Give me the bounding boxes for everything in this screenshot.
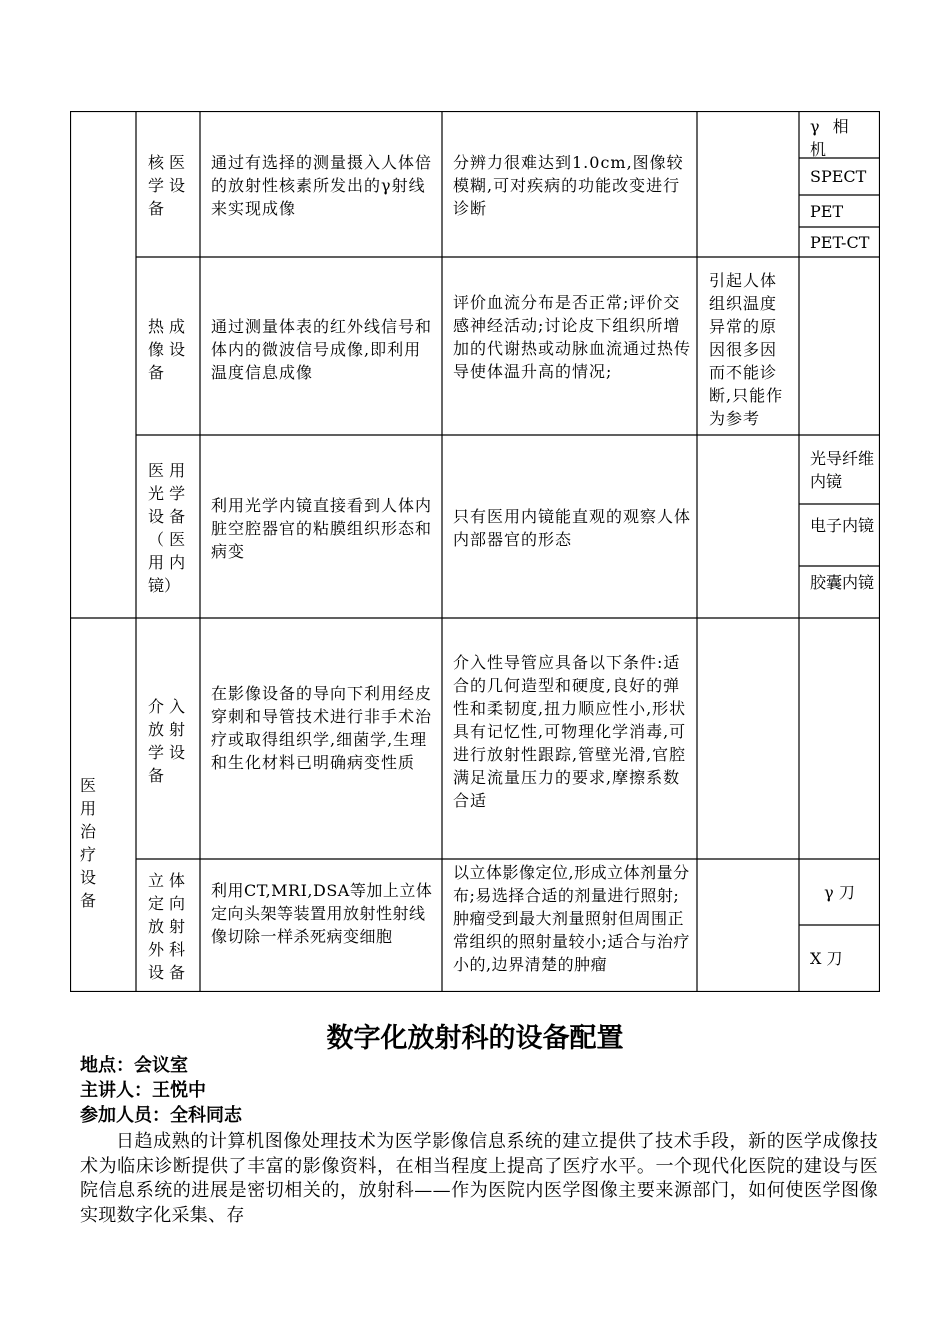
principle-interventional: 在影像设备的导向下利用经皮穿刺和导管技术进行非手术治疗或取得组织学,细菌学,生理和生化材料已明确病变性质 xyxy=(211,684,433,772)
device-name-optical-line: 医 用 xyxy=(148,461,186,480)
principle-thermal: 通过测量体表的红外线信号和体内的微波信号成像,即利用温度信息成像 xyxy=(211,317,433,382)
device-table xyxy=(70,111,880,992)
article-body: 日趋成熟的计算机图像处理技术为医学影像信息系统的建立提供了技术手段，新的医学成像技术为临床诊断提供了丰富的影像资料，在相当程度上提高了医疗水平。一个现代化医院的建设与医院信息系统的进展是密切相关的，放射科——作为医院内医学图像主要来源部门，如何使医学图像实现数字化采集、存 xyxy=(80,1131,878,1226)
type-gamma-knife: γ 刀 xyxy=(824,882,855,902)
device-name-stereotactic: 立体定向放射外科设备 xyxy=(148,871,191,982)
article-location: 地点：会议室 xyxy=(80,1055,188,1076)
type-pet: PET xyxy=(810,201,844,221)
type-capsule-endoscope: 胶囊内镜 xyxy=(810,573,875,592)
limit-thermal: 引起人体组织温度异常的原因很多因而不能诊断,只能作为参考 xyxy=(709,271,784,428)
device-name-optical-line: （ 医 xyxy=(148,530,186,549)
type-electronic-endoscope: 电子内镜 xyxy=(810,516,875,535)
type-fiber-endoscope: 光导纤维内镜 xyxy=(810,449,875,491)
article-speaker: 主讲人：王悦中 xyxy=(80,1080,206,1101)
device-name-nuclear: 核医学设备 xyxy=(148,153,191,218)
principle-optical: 利用光学内镜直接看到人体内脏空腔器官的粘膜组织形态和病变 xyxy=(211,496,433,561)
device-name-thermal: 热成像设备 xyxy=(148,317,191,382)
device-name-optical xyxy=(148,459,198,597)
type-gamma-camera: γ 相机 xyxy=(810,117,853,159)
device-name-optical-line: 设 备 xyxy=(148,507,186,526)
principle-stereotactic: 利用CT,MRI,DSA等加上立体定向头架等装置用放射性射线像切除一样杀死病变细胞 xyxy=(211,881,433,946)
article-participants: 参加人员：全科同志 xyxy=(80,1105,242,1126)
feature-interventional: 介入性导管应具备以下条件:适合的几何造型和硬度,良好的弹性和柔韧度,扭力顺应性小,形状具有记忆性,可物理化学消毒,可进行放射性跟踪,管壁光滑,官腔满足流量压力的要求,摩擦系数合适 xyxy=(453,653,687,810)
device-name-optical-line: 光 学 xyxy=(148,484,186,503)
principle-nuclear: 通过有选择的测量摄入人体倍的放射性核素所发出的γ射线来实现成像 xyxy=(211,153,433,218)
group-label-therapy: 医用治疗设备 xyxy=(80,776,105,910)
feature-nuclear: 分辨力很难达到1.0cm,图像较模糊,可对疾病的功能改变进行诊断 xyxy=(453,153,684,218)
article-title: 数字化放射科的设备配置 xyxy=(326,1023,624,1054)
type-spect: SPECT xyxy=(810,167,867,186)
device-name-optical-line: 镜） xyxy=(148,576,181,595)
type-pet-ct: PET-CT xyxy=(810,232,870,252)
feature-stereotactic: 以立体影像定位,形成立体剂量分布;易选择合适的剂量进行照射;肿瘤受到最大剂量照射但周围正常组织的照射量较小;适合与治疗小的,边界清楚的肿瘤 xyxy=(453,863,690,974)
device-name-interventional: 介入放射学设备 xyxy=(148,697,191,785)
type-x-knife: X 刀 xyxy=(810,949,843,968)
feature-thermal: 评价血流分布是否正常;评价交感神经活动;讨论皮下组织所增加的代谢热或动脉血流通过热传导使体温升高的情况; xyxy=(453,293,692,381)
feature-optical: 只有医用内镜能直观的观察人体内部器官的形态 xyxy=(453,507,692,549)
device-name-optical-line: 用 内 xyxy=(148,553,186,572)
